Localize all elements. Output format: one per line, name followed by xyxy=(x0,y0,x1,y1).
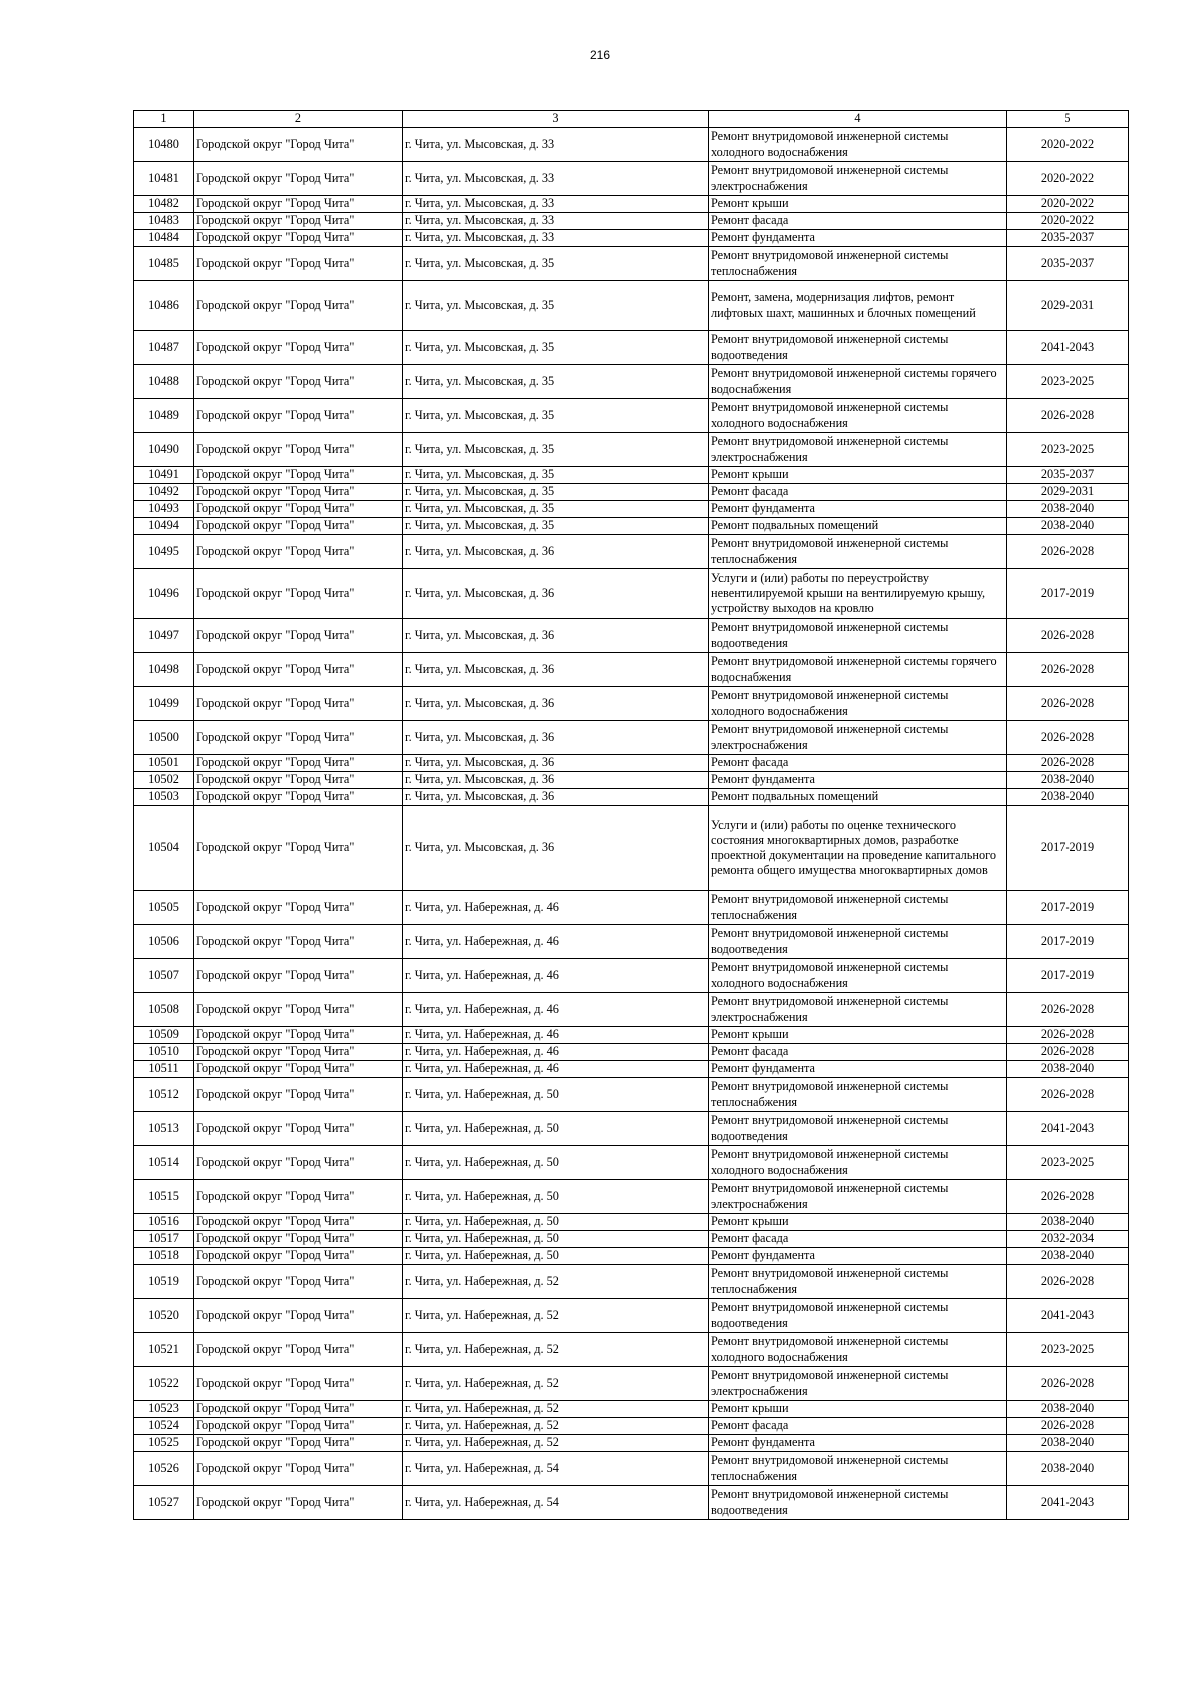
address-cell: г. Чита, ул. Мысовская, д. 36 xyxy=(403,755,709,772)
work-type-cell: Ремонт внутридомовой инженерной системы холодного водоснабжения xyxy=(709,399,1007,433)
municipality-cell: Городской округ "Город Чита" xyxy=(194,1299,403,1333)
address-cell: г. Чита, ул. Набережная, д. 46 xyxy=(403,891,709,925)
row-number-cell: 10525 xyxy=(134,1435,194,1452)
municipality-cell: Городской округ "Город Чита" xyxy=(194,721,403,755)
table-row xyxy=(134,1112,1129,1146)
work-type-cell: Ремонт фундамента xyxy=(709,501,1007,518)
work-type-cell: Ремонт внутридомовой инженерной системы электроснабжения xyxy=(709,721,1007,755)
municipality-cell: Городской округ "Город Чита" xyxy=(194,925,403,959)
address-cell: г. Чита, ул. Мысовская, д. 33 xyxy=(403,213,709,230)
work-type-cell: Ремонт фундамента xyxy=(709,1061,1007,1078)
work-type-cell: Ремонт внутридомовой инженерной системы водоотведения xyxy=(709,331,1007,365)
municipality-cell: Городской округ "Город Чита" xyxy=(194,687,403,721)
table-row xyxy=(134,993,1129,1027)
municipality-cell: Городской округ "Город Чита" xyxy=(194,1078,403,1112)
work-type-cell: Ремонт внутридомовой инженерной системы электроснабжения xyxy=(709,1367,1007,1401)
period-cell: 2038-2040 xyxy=(1007,1401,1129,1418)
period-cell: 2026-2028 xyxy=(1007,721,1129,755)
municipality-cell: Городской округ "Город Чита" xyxy=(194,653,403,687)
municipality-cell: Городской округ "Город Чита" xyxy=(194,619,403,653)
address-cell: г. Чита, ул. Набережная, д. 50 xyxy=(403,1112,709,1146)
period-cell: 2020-2022 xyxy=(1007,213,1129,230)
row-number-cell: 10503 xyxy=(134,789,194,806)
table-row xyxy=(134,162,1129,196)
row-number-cell: 10517 xyxy=(134,1231,194,1248)
row-number-cell: 10483 xyxy=(134,213,194,230)
address-cell: г. Чита, ул. Мысовская, д. 35 xyxy=(403,484,709,501)
address-cell: г. Чита, ул. Набережная, д. 50 xyxy=(403,1078,709,1112)
municipality-cell: Городской округ "Город Чита" xyxy=(194,1214,403,1231)
table-body xyxy=(134,128,1129,1520)
period-cell: 2017-2019 xyxy=(1007,925,1129,959)
work-type-cell: Ремонт внутридомовой инженерной системы теплоснабжения xyxy=(709,891,1007,925)
row-number-cell: 10493 xyxy=(134,501,194,518)
address-cell: г. Чита, ул. Мысовская, д. 35 xyxy=(403,501,709,518)
period-cell: 2035-2037 xyxy=(1007,230,1129,247)
work-type-cell: Ремонт внутридомовой инженерной системы холодного водоснабжения xyxy=(709,687,1007,721)
row-number-cell: 10491 xyxy=(134,467,194,484)
period-cell: 2017-2019 xyxy=(1007,891,1129,925)
work-type-cell: Ремонт внутридомовой инженерной системы теплоснабжения xyxy=(709,535,1007,569)
work-type-cell: Ремонт внутридомовой инженерной системы электроснабжения xyxy=(709,433,1007,467)
table-row xyxy=(134,399,1129,433)
work-type-cell: Ремонт внутридомовой инженерной системы водоотведения xyxy=(709,1112,1007,1146)
row-number-cell: 10520 xyxy=(134,1299,194,1333)
municipality-cell: Городской округ "Город Чита" xyxy=(194,569,403,619)
work-type-cell: Ремонт фасада xyxy=(709,755,1007,772)
row-number-cell: 10524 xyxy=(134,1418,194,1435)
period-cell: 2041-2043 xyxy=(1007,1112,1129,1146)
address-cell: г. Чита, ул. Набережная, д. 50 xyxy=(403,1248,709,1265)
address-cell: г. Чита, ул. Мысовская, д. 33 xyxy=(403,196,709,213)
work-type-cell: Ремонт внутридомовой инженерной системы электроснабжения xyxy=(709,993,1007,1027)
table-row xyxy=(134,789,1129,806)
work-type-cell: Ремонт фасада xyxy=(709,1231,1007,1248)
address-cell: г. Чита, ул. Набережная, д. 52 xyxy=(403,1299,709,1333)
period-cell: 2023-2025 xyxy=(1007,433,1129,467)
period-cell: 2035-2037 xyxy=(1007,467,1129,484)
address-cell: г. Чита, ул. Набережная, д. 50 xyxy=(403,1180,709,1214)
work-type-cell: Ремонт крыши xyxy=(709,1401,1007,1418)
work-type-cell: Ремонт внутридомовой инженерной системы электроснабжения xyxy=(709,162,1007,196)
work-type-cell: Ремонт подвальных помещений xyxy=(709,518,1007,535)
row-number-cell: 10502 xyxy=(134,772,194,789)
period-cell: 2038-2040 xyxy=(1007,501,1129,518)
period-cell: 2026-2028 xyxy=(1007,1027,1129,1044)
municipality-cell: Городской округ "Город Чита" xyxy=(194,959,403,993)
address-cell: г. Чита, ул. Мысовская, д. 33 xyxy=(403,230,709,247)
work-type-cell: Ремонт крыши xyxy=(709,1214,1007,1231)
address-cell: г. Чита, ул. Набережная, д. 54 xyxy=(403,1452,709,1486)
period-cell: 2017-2019 xyxy=(1007,569,1129,619)
municipality-cell: Городской округ "Город Чита" xyxy=(194,1418,403,1435)
row-number-cell: 10505 xyxy=(134,891,194,925)
address-cell: г. Чита, ул. Мысовская, д. 36 xyxy=(403,687,709,721)
table-row xyxy=(134,433,1129,467)
municipality-cell: Городской округ "Город Чита" xyxy=(194,891,403,925)
municipality-cell: Городской округ "Город Чита" xyxy=(194,993,403,1027)
row-number-cell: 10495 xyxy=(134,535,194,569)
work-type-cell: Услуги и (или) работы по оценке технического состояния многоквартирных домов, разработке проектной документации на проведение капитального ремонта общего имущества многоквартирных домов xyxy=(709,806,1007,891)
work-type-cell: Ремонт внутридомовой инженерной системы холодного водоснабжения xyxy=(709,128,1007,162)
row-number-cell: 10516 xyxy=(134,1214,194,1231)
period-cell: 2023-2025 xyxy=(1007,1146,1129,1180)
row-number-cell: 10500 xyxy=(134,721,194,755)
period-cell: 2038-2040 xyxy=(1007,1214,1129,1231)
period-cell: 2026-2028 xyxy=(1007,687,1129,721)
address-cell: г. Чита, ул. Мысовская, д. 35 xyxy=(403,433,709,467)
work-type-cell: Ремонт внутридомовой инженерной системы теплоснабжения xyxy=(709,1452,1007,1486)
address-cell: г. Чита, ул. Набережная, д. 46 xyxy=(403,993,709,1027)
work-type-cell: Ремонт фундамента xyxy=(709,230,1007,247)
row-number-cell: 10514 xyxy=(134,1146,194,1180)
column-header: 1 xyxy=(134,111,194,128)
work-type-cell: Ремонт фасада xyxy=(709,484,1007,501)
work-type-cell: Ремонт крыши xyxy=(709,1027,1007,1044)
period-cell: 2023-2025 xyxy=(1007,1333,1129,1367)
row-number-cell: 10488 xyxy=(134,365,194,399)
work-type-cell: Ремонт внутридомовой инженерной системы электроснабжения xyxy=(709,1180,1007,1214)
period-cell: 2026-2028 xyxy=(1007,1265,1129,1299)
work-type-cell: Ремонт внутридомовой инженерной системы холодного водоснабжения xyxy=(709,1146,1007,1180)
municipality-cell: Городской округ "Город Чита" xyxy=(194,399,403,433)
municipality-cell: Городской округ "Город Чита" xyxy=(194,1231,403,1248)
address-cell: г. Чита, ул. Набережная, д. 52 xyxy=(403,1401,709,1418)
row-number-cell: 10507 xyxy=(134,959,194,993)
row-number-cell: 10508 xyxy=(134,993,194,1027)
address-cell: г. Чита, ул. Мысовская, д. 35 xyxy=(403,331,709,365)
table-row xyxy=(134,925,1129,959)
address-cell: г. Чита, ул. Мысовская, д. 33 xyxy=(403,162,709,196)
period-cell: 2038-2040 xyxy=(1007,772,1129,789)
table-row xyxy=(134,806,1129,891)
table-row xyxy=(134,1418,1129,1435)
address-cell: г. Чита, ул. Набережная, д. 46 xyxy=(403,959,709,993)
address-cell: г. Чита, ул. Мысовская, д. 36 xyxy=(403,721,709,755)
municipality-cell: Городской округ "Город Чита" xyxy=(194,247,403,281)
table-row xyxy=(134,687,1129,721)
work-type-cell: Ремонт фасада xyxy=(709,213,1007,230)
period-cell: 2026-2028 xyxy=(1007,653,1129,687)
period-cell: 2023-2025 xyxy=(1007,365,1129,399)
address-cell: г. Чита, ул. Мысовская, д. 36 xyxy=(403,569,709,619)
period-cell: 2017-2019 xyxy=(1007,806,1129,891)
period-cell: 2026-2028 xyxy=(1007,755,1129,772)
period-cell: 2041-2043 xyxy=(1007,1299,1129,1333)
table-row xyxy=(134,721,1129,755)
table-row xyxy=(134,569,1129,619)
period-cell: 2038-2040 xyxy=(1007,1248,1129,1265)
address-cell: г. Чита, ул. Набережная, д. 52 xyxy=(403,1333,709,1367)
period-cell: 2026-2028 xyxy=(1007,1367,1129,1401)
column-header: 5 xyxy=(1007,111,1129,128)
municipality-cell: Городской округ "Город Чита" xyxy=(194,535,403,569)
work-type-cell: Ремонт, замена, модернизация лифтов, ремонт лифтовых шахт, машинных и блочных помещений xyxy=(709,281,1007,331)
table-row xyxy=(134,891,1129,925)
table-row xyxy=(134,1265,1129,1299)
address-cell: г. Чита, ул. Набережная, д. 52 xyxy=(403,1265,709,1299)
row-number-cell: 10486 xyxy=(134,281,194,331)
row-number-cell: 10519 xyxy=(134,1265,194,1299)
row-number-cell: 10527 xyxy=(134,1486,194,1520)
table-row xyxy=(134,1044,1129,1061)
municipality-cell: Городской округ "Город Чита" xyxy=(194,1112,403,1146)
row-number-cell: 10522 xyxy=(134,1367,194,1401)
table-row xyxy=(134,1248,1129,1265)
column-header: 3 xyxy=(403,111,709,128)
work-type-cell: Ремонт внутридомовой инженерной системы теплоснабжения xyxy=(709,1265,1007,1299)
row-number-cell: 10482 xyxy=(134,196,194,213)
address-cell: г. Чита, ул. Мысовская, д. 36 xyxy=(403,535,709,569)
address-cell: г. Чита, ул. Набережная, д. 46 xyxy=(403,1027,709,1044)
municipality-cell: Городской округ "Город Чита" xyxy=(194,1486,403,1520)
address-cell: г. Чита, ул. Мысовская, д. 35 xyxy=(403,281,709,331)
address-cell: г. Чита, ул. Мысовская, д. 35 xyxy=(403,467,709,484)
period-cell: 2020-2022 xyxy=(1007,196,1129,213)
row-number-cell: 10499 xyxy=(134,687,194,721)
row-number-cell: 10490 xyxy=(134,433,194,467)
work-type-cell: Ремонт фундамента xyxy=(709,1435,1007,1452)
period-cell: 2026-2028 xyxy=(1007,399,1129,433)
row-number-cell: 10492 xyxy=(134,484,194,501)
period-cell: 2026-2028 xyxy=(1007,1044,1129,1061)
period-cell: 2041-2043 xyxy=(1007,331,1129,365)
period-cell: 2035-2037 xyxy=(1007,247,1129,281)
work-type-cell: Ремонт фундамента xyxy=(709,1248,1007,1265)
row-number-cell: 10504 xyxy=(134,806,194,891)
municipality-cell: Городской округ "Город Чита" xyxy=(194,1435,403,1452)
table-row xyxy=(134,772,1129,789)
municipality-cell: Городской округ "Город Чита" xyxy=(194,1146,403,1180)
address-cell: г. Чита, ул. Набережная, д. 46 xyxy=(403,1044,709,1061)
row-number-cell: 10496 xyxy=(134,569,194,619)
table-row xyxy=(134,331,1129,365)
table-header-row xyxy=(134,111,1129,128)
work-type-cell: Ремонт подвальных помещений xyxy=(709,789,1007,806)
work-type-cell: Ремонт внутридомовой инженерной системы горячего водоснабжения xyxy=(709,653,1007,687)
period-cell: 2038-2040 xyxy=(1007,1452,1129,1486)
row-number-cell: 10485 xyxy=(134,247,194,281)
period-cell: 2020-2022 xyxy=(1007,128,1129,162)
table-row xyxy=(134,247,1129,281)
table-row xyxy=(134,1299,1129,1333)
period-cell: 2041-2043 xyxy=(1007,1486,1129,1520)
address-cell: г. Чита, ул. Мысовская, д. 36 xyxy=(403,789,709,806)
municipality-cell: Городской округ "Город Чита" xyxy=(194,1044,403,1061)
period-cell: 2026-2028 xyxy=(1007,535,1129,569)
address-cell: г. Чита, ул. Мысовская, д. 35 xyxy=(403,399,709,433)
table-row xyxy=(134,1061,1129,1078)
municipality-cell: Городской округ "Город Чита" xyxy=(194,772,403,789)
municipality-cell: Городской округ "Город Чита" xyxy=(194,230,403,247)
row-number-cell: 10497 xyxy=(134,619,194,653)
municipality-cell: Городской округ "Город Чита" xyxy=(194,806,403,891)
address-cell: г. Чита, ул. Набережная, д. 46 xyxy=(403,1061,709,1078)
period-cell: 2038-2040 xyxy=(1007,1435,1129,1452)
table-row xyxy=(134,365,1129,399)
period-cell: 2038-2040 xyxy=(1007,1061,1129,1078)
row-number-cell: 10512 xyxy=(134,1078,194,1112)
table-row xyxy=(134,1214,1129,1231)
work-type-cell: Ремонт фасада xyxy=(709,1044,1007,1061)
row-number-cell: 10501 xyxy=(134,755,194,772)
address-cell: г. Чита, ул. Мысовская, д. 36 xyxy=(403,772,709,789)
work-type-cell: Ремонт фундамента xyxy=(709,772,1007,789)
work-type-cell: Ремонт внутридомовой инженерной системы холодного водоснабжения xyxy=(709,959,1007,993)
row-number-cell: 10481 xyxy=(134,162,194,196)
row-number-cell: 10510 xyxy=(134,1044,194,1061)
row-number-cell: 10494 xyxy=(134,518,194,535)
address-cell: г. Чита, ул. Мысовская, д. 33 xyxy=(403,128,709,162)
row-number-cell: 10526 xyxy=(134,1452,194,1486)
table-row xyxy=(134,1333,1129,1367)
table-row xyxy=(134,230,1129,247)
table-row xyxy=(134,1146,1129,1180)
municipality-cell: Городской округ "Город Чита" xyxy=(194,365,403,399)
table-row xyxy=(134,128,1129,162)
column-header: 4 xyxy=(709,111,1007,128)
municipality-cell: Городской округ "Город Чита" xyxy=(194,1452,403,1486)
table-row xyxy=(134,196,1129,213)
address-cell: г. Чита, ул. Набережная, д. 52 xyxy=(403,1435,709,1452)
municipality-cell: Городской округ "Город Чита" xyxy=(194,1061,403,1078)
table-row xyxy=(134,755,1129,772)
municipality-cell: Городской округ "Город Чита" xyxy=(194,196,403,213)
municipality-cell: Городской округ "Город Чита" xyxy=(194,501,403,518)
municipality-cell: Городской округ "Город Чита" xyxy=(194,1027,403,1044)
row-number-cell: 10506 xyxy=(134,925,194,959)
period-cell: 2038-2040 xyxy=(1007,789,1129,806)
municipality-cell: Городской округ "Город Чита" xyxy=(194,1248,403,1265)
municipality-cell: Городской округ "Город Чита" xyxy=(194,162,403,196)
table-row xyxy=(134,213,1129,230)
municipality-cell: Городской округ "Город Чита" xyxy=(194,281,403,331)
row-number-cell: 10480 xyxy=(134,128,194,162)
address-cell: г. Чита, ул. Набережная, д. 50 xyxy=(403,1231,709,1248)
work-type-cell: Ремонт внутридомовой инженерной системы холодного водоснабжения xyxy=(709,1333,1007,1367)
period-cell: 2029-2031 xyxy=(1007,484,1129,501)
municipality-cell: Городской округ "Город Чита" xyxy=(194,433,403,467)
table-row xyxy=(134,619,1129,653)
table-row xyxy=(134,535,1129,569)
work-type-cell: Ремонт внутридомовой инженерной системы горячего водоснабжения xyxy=(709,365,1007,399)
address-cell: г. Чита, ул. Мысовская, д. 36 xyxy=(403,806,709,891)
table-row xyxy=(134,484,1129,501)
row-number-cell: 10523 xyxy=(134,1401,194,1418)
address-cell: г. Чита, ул. Набережная, д. 52 xyxy=(403,1418,709,1435)
work-type-cell: Ремонт фасада xyxy=(709,1418,1007,1435)
row-number-cell: 10509 xyxy=(134,1027,194,1044)
column-header: 2 xyxy=(194,111,403,128)
address-cell: г. Чита, ул. Набережная, д. 50 xyxy=(403,1146,709,1180)
municipality-cell: Городской округ "Город Чита" xyxy=(194,213,403,230)
table-row xyxy=(134,1435,1129,1452)
address-cell: г. Чита, ул. Мысовская, д. 35 xyxy=(403,365,709,399)
table-row xyxy=(134,1180,1129,1214)
address-cell: г. Чита, ул. Мысовская, д. 35 xyxy=(403,518,709,535)
municipality-cell: Городской округ "Город Чита" xyxy=(194,1333,403,1367)
work-type-cell: Ремонт крыши xyxy=(709,467,1007,484)
row-number-cell: 10489 xyxy=(134,399,194,433)
period-cell: 2020-2022 xyxy=(1007,162,1129,196)
table-row xyxy=(134,518,1129,535)
table-row xyxy=(134,1486,1129,1520)
period-cell: 2017-2019 xyxy=(1007,959,1129,993)
work-type-cell: Ремонт внутридомовой инженерной системы водоотведения xyxy=(709,619,1007,653)
row-number-cell: 10513 xyxy=(134,1112,194,1146)
row-number-cell: 10518 xyxy=(134,1248,194,1265)
period-cell: 2029-2031 xyxy=(1007,281,1129,331)
address-cell: г. Чита, ул. Мысовская, д. 36 xyxy=(403,653,709,687)
municipality-cell: Городской округ "Город Чита" xyxy=(194,755,403,772)
work-type-cell: Услуги и (или) работы по переустройству невентилируемой крыши на вентилируемую крышу, устройству выходов на кровлю xyxy=(709,569,1007,619)
period-cell: 2026-2028 xyxy=(1007,619,1129,653)
repair-schedule-table xyxy=(133,110,1129,1520)
table-row xyxy=(134,959,1129,993)
address-cell: г. Чита, ул. Мысовская, д. 36 xyxy=(403,619,709,653)
period-cell: 2032-2034 xyxy=(1007,1231,1129,1248)
address-cell: г. Чита, ул. Набережная, д. 50 xyxy=(403,1214,709,1231)
table-row xyxy=(134,653,1129,687)
address-cell: г. Чита, ул. Мысовская, д. 35 xyxy=(403,247,709,281)
work-type-cell: Ремонт внутридомовой инженерной системы теплоснабжения xyxy=(709,247,1007,281)
municipality-cell: Городской округ "Город Чита" xyxy=(194,1367,403,1401)
work-type-cell: Ремонт крыши xyxy=(709,196,1007,213)
work-type-cell: Ремонт внутридомовой инженерной системы водоотведения xyxy=(709,925,1007,959)
address-cell: г. Чита, ул. Набережная, д. 52 xyxy=(403,1367,709,1401)
period-cell: 2026-2028 xyxy=(1007,1418,1129,1435)
municipality-cell: Городской округ "Город Чита" xyxy=(194,331,403,365)
municipality-cell: Городской округ "Город Чита" xyxy=(194,789,403,806)
table-row xyxy=(134,1231,1129,1248)
row-number-cell: 10484 xyxy=(134,230,194,247)
work-type-cell: Ремонт внутридомовой инженерной системы водоотведения xyxy=(709,1299,1007,1333)
work-type-cell: Ремонт внутридомовой инженерной системы водоотведения xyxy=(709,1486,1007,1520)
table-row xyxy=(134,1078,1129,1112)
municipality-cell: Городской округ "Город Чита" xyxy=(194,1265,403,1299)
row-number-cell: 10521 xyxy=(134,1333,194,1367)
address-cell: г. Чита, ул. Набережная, д. 46 xyxy=(403,925,709,959)
municipality-cell: Городской округ "Город Чита" xyxy=(194,128,403,162)
municipality-cell: Городской округ "Город Чита" xyxy=(194,1180,403,1214)
row-number-cell: 10487 xyxy=(134,331,194,365)
table-row xyxy=(134,501,1129,518)
table-row xyxy=(134,1367,1129,1401)
municipality-cell: Городской округ "Город Чита" xyxy=(194,467,403,484)
table-row xyxy=(134,1452,1129,1486)
period-cell: 2038-2040 xyxy=(1007,518,1129,535)
period-cell: 2026-2028 xyxy=(1007,993,1129,1027)
table-row xyxy=(134,467,1129,484)
period-cell: 2026-2028 xyxy=(1007,1078,1129,1112)
municipality-cell: Городской округ "Город Чита" xyxy=(194,1401,403,1418)
address-cell: г. Чита, ул. Набережная, д. 54 xyxy=(403,1486,709,1520)
row-number-cell: 10498 xyxy=(134,653,194,687)
table-row xyxy=(134,1401,1129,1418)
table-row xyxy=(134,281,1129,331)
row-number-cell: 10511 xyxy=(134,1061,194,1078)
municipality-cell: Городской округ "Город Чита" xyxy=(194,484,403,501)
table-row xyxy=(134,1027,1129,1044)
page-number: 216 xyxy=(589,48,611,62)
work-type-cell: Ремонт внутридомовой инженерной системы теплоснабжения xyxy=(709,1078,1007,1112)
row-number-cell: 10515 xyxy=(134,1180,194,1214)
municipality-cell: Городской округ "Город Чита" xyxy=(194,518,403,535)
period-cell: 2026-2028 xyxy=(1007,1180,1129,1214)
